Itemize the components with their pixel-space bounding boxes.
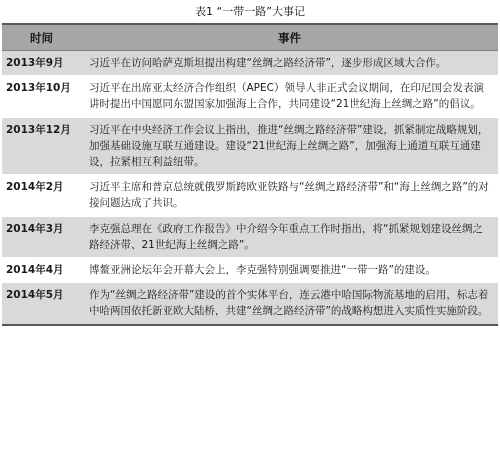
row-event: 习近平在出席亚太经济合作组织（APEC）领导人非正式会议期间，在印尼国会发表演讲时提出中国愿同东盟国家加强海上合作，共同建设“21世纪海上丝绸之路”的倡议。 (81, 76, 498, 117)
row-time: 2014年4月 (2, 258, 81, 283)
row-time: 2014年5月 (2, 283, 81, 325)
row-event: 习近平在访问哈萨克斯坦提出构建“丝绸之路经济带”，逐步形成区域大合作。 (81, 51, 498, 76)
table-header (2, 24, 498, 51)
table-caption: 表1 “一带一路”大事记 (195, 5, 305, 18)
row-event: 博鳌亚洲论坛年会开幕大会上，李克强特别强调要推进“一带一路”的建设。 (81, 258, 498, 283)
table-row (2, 216, 498, 257)
row-event: 李克强总理在《政府工作报告》中介绍今年重点工作时指出，将“抓紧规划建设丝绸之路经济带、21世纪海上丝绸之路”。 (81, 216, 498, 257)
table-row (2, 258, 498, 283)
table-row (2, 76, 498, 117)
column-header-time: 时间 (2, 24, 81, 51)
table-row (2, 117, 498, 175)
column-header-event: 事件 (81, 24, 498, 51)
table-body (2, 51, 498, 325)
row-time: 2013年9月 (2, 51, 81, 76)
events-table (2, 23, 498, 326)
table-row (2, 51, 498, 76)
row-event: 作为“丝绸之路经济带”建设的首个实体平台，连云港中哈国际物流基地的启用，标志着中哈两国依托新亚欧大陆桥，共建“丝绸之路经济带”的战略构想进入实质性实施阶段。 (81, 283, 498, 325)
row-time: 2014年3月 (2, 216, 81, 257)
table-header-row (2, 24, 498, 51)
table-row (2, 175, 498, 216)
row-event: 习近平主席和普京总统就俄罗斯跨欧亚铁路与“丝绸之路经济带”和“海上丝绸之路”的对接问题达成了共识。 (81, 175, 498, 216)
row-time: 2013年12月 (2, 117, 81, 175)
table-row (2, 283, 498, 325)
row-time: 2014年2月 (2, 175, 81, 216)
row-time: 2013年10月 (2, 76, 81, 117)
row-event: 习近平在中央经济工作会议上指出，推进“丝绸之路经济带”建设，抓紧制定战略规划，加强基础设施互联互通建设。建设“21世纪海上丝绸之路”，加强海上通道互联互通建设，拉紧相互利益纽带。 (81, 117, 498, 175)
